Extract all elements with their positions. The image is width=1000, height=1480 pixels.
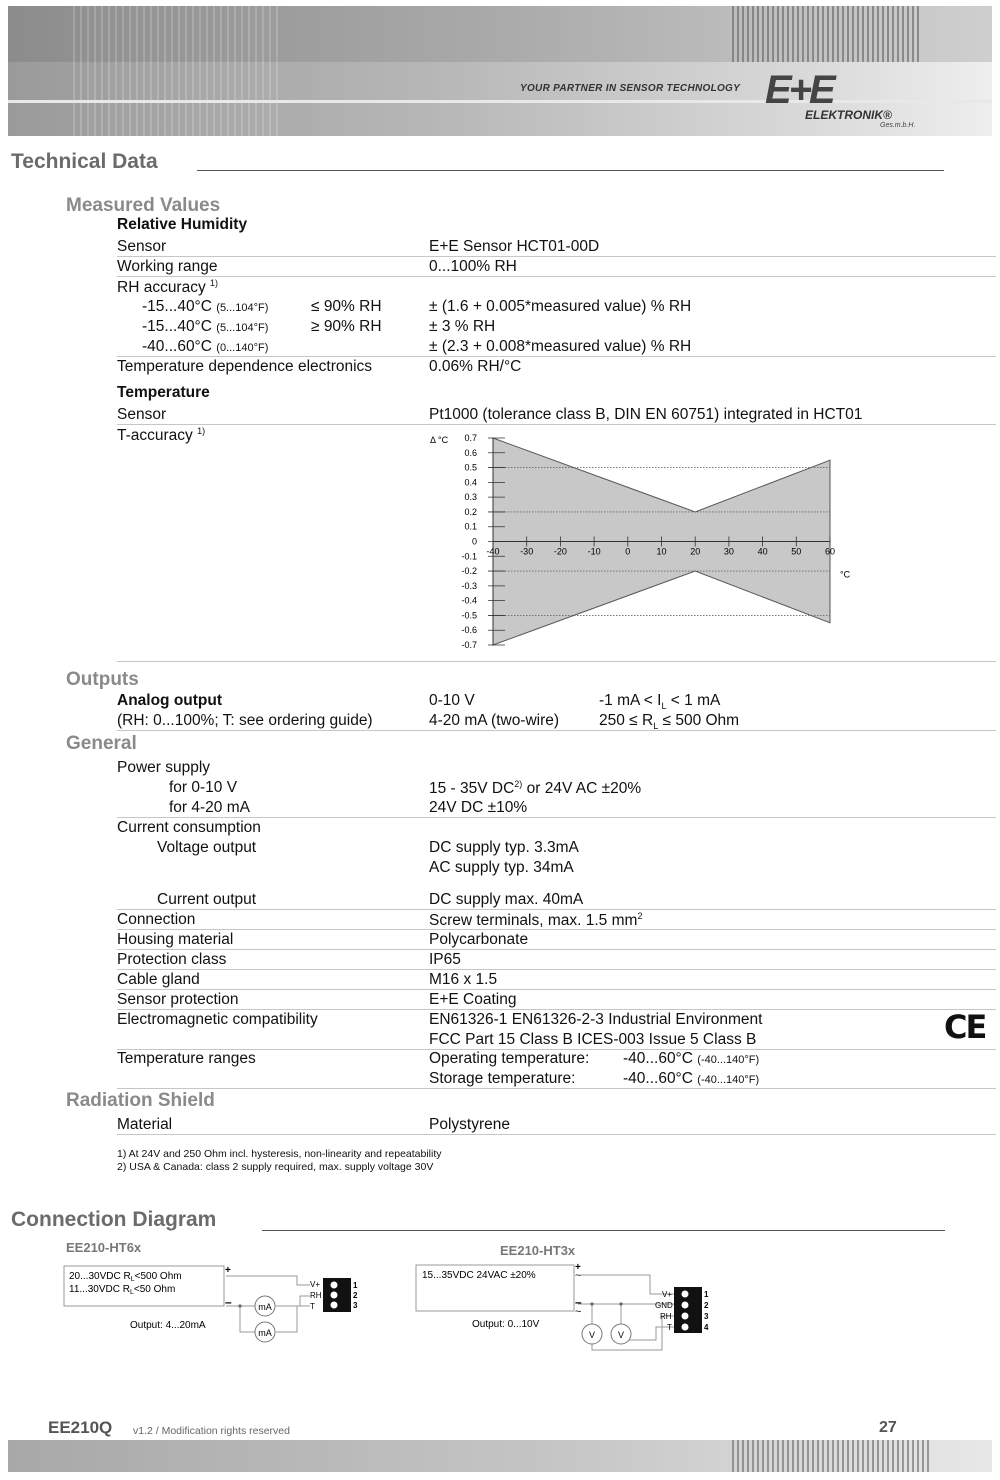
- technical-data-title: Technical Data: [11, 150, 158, 173]
- working-range-row: [117, 257, 996, 277]
- rh-accuracy-row: [117, 277, 996, 297]
- connection-title-rule: [262, 1230, 945, 1231]
- ht3x-pin-4: T: [667, 1323, 672, 1332]
- y-tick-label: -0.3: [461, 580, 477, 591]
- current-output-row: [117, 890, 996, 910]
- acc-condition: ≤ 90% RH: [311, 298, 382, 315]
- connection-label: Connection: [117, 911, 196, 928]
- ht3x-pin-num-4: 4: [704, 1323, 709, 1332]
- supply-010-row: [117, 778, 996, 798]
- power-supply-row: [117, 758, 996, 778]
- footer-model: EE210Q: [48, 1418, 113, 1437]
- temp-sensor-value: Pt1000 (tolerance class B, DIN EN 60751) integrated in HCT01: [429, 406, 863, 423]
- y-tick-label: -0.7: [461, 640, 477, 650]
- rh-sensor-label: Sensor: [117, 238, 167, 255]
- ht3x-pin-3: RH: [660, 1312, 672, 1321]
- temp-sensor-label: Sensor: [117, 406, 167, 423]
- rh-sensor-value: E+E Sensor HCT01-00D: [429, 238, 600, 255]
- gland-row: [117, 970, 996, 990]
- ht6x-pin-num-3: 3: [353, 1301, 358, 1310]
- supply-010-label: for 0-10 V: [169, 779, 238, 796]
- analog-output-row-2: [117, 711, 996, 731]
- y-tick-label: 0.2: [464, 506, 477, 517]
- temp-dep-row: [117, 357, 996, 377]
- housing-label: Housing material: [117, 931, 234, 948]
- x-tick-label: -20: [553, 546, 567, 557]
- rh-sensor-row: [117, 237, 996, 257]
- voltage-output-label: Voltage output: [157, 839, 257, 856]
- ht3x-pin-num-2: 2: [704, 1301, 709, 1310]
- acc-row-3: [117, 337, 996, 357]
- storage-temp-label: Storage temperature:: [429, 1070, 576, 1087]
- ce-mark-icon: CE: [944, 1008, 986, 1046]
- x-tick-label: 50: [791, 546, 802, 557]
- connection-diagram-title: Connection Diagram: [11, 1208, 217, 1231]
- op-temp-value: -40...60°C (-40...140°F): [623, 1050, 760, 1067]
- analog-output-label: Analog output: [117, 692, 223, 709]
- voltage-output-value-2: AC supply typ. 34mA: [429, 859, 574, 876]
- x-tick-label: 10: [656, 546, 667, 557]
- storage-temp-value: -40...60°C (-40...140°F): [623, 1070, 760, 1087]
- y-tick-label: 0.5: [464, 462, 477, 473]
- y-tick-label: 0: [471, 536, 477, 547]
- current-consumption-row: [117, 818, 996, 838]
- ht3x-minus: –: [575, 1295, 582, 1309]
- footnote-2: 2) USA & Canada: class 2 supply required, max. supply voltage 30V: [117, 1161, 434, 1173]
- y-tick-label: -0.2: [461, 566, 477, 577]
- ht6x-pin-2: RH: [310, 1291, 322, 1300]
- footer-band: [8, 1440, 992, 1472]
- x-tick-label: 40: [757, 546, 768, 557]
- ht3x-meter-1: V: [588, 1330, 596, 1340]
- rh-heading-row: [117, 215, 996, 235]
- ht3x-title: EE210-HT3x: [500, 1243, 576, 1258]
- analog-output-sub: (RH: 0...100%; T: see ordering guide): [117, 712, 373, 729]
- title-rule: [197, 170, 944, 171]
- temp-sensor-row: [117, 405, 996, 425]
- supply-420-label: for 4-20 mA: [169, 799, 250, 816]
- t-accuracy-label: T-accuracy $^{1)}$: [117, 426, 206, 445]
- current-output-condition: $250 \le R_L \le 500$ Ohm: [599, 712, 740, 732]
- ht6x-meter-1: mA: [258, 1302, 272, 1312]
- y-tick-label: 0.6: [464, 447, 477, 458]
- rh-heading: Relative Humidity: [117, 216, 248, 233]
- rh-accuracy-footnote: 1): [210, 278, 219, 288]
- material-row: [117, 1115, 996, 1135]
- t-accuracy-chart: [420, 428, 860, 658]
- ht6x-pin-num-2: 2: [353, 1291, 358, 1300]
- ht3x-pin-1: V+: [662, 1290, 673, 1299]
- storage-temp-row: [117, 1069, 996, 1089]
- temp-dep-value: 0.06% RH/°C: [429, 358, 522, 375]
- current-consumption-label: Current consumption: [117, 819, 261, 836]
- ht3x-output-label: Output: 0...10V: [472, 1319, 540, 1330]
- ht6x-wiring-diagram: [60, 1260, 380, 1355]
- radiation-shield-title: Radiation Shield: [66, 1090, 215, 1111]
- x-tick-label: -30: [520, 546, 534, 557]
- housing-row: [117, 930, 996, 950]
- y-tick-label: 0.3: [464, 492, 477, 503]
- material-value: Polystyrene: [429, 1116, 510, 1133]
- measured-values-title: Measured Values: [66, 195, 221, 216]
- emc-label: Electromagnetic compatibility: [117, 1011, 318, 1028]
- chart-bottom-rule: [117, 661, 996, 662]
- y-tick-label: -0.5: [461, 610, 477, 621]
- analog-output-row: [117, 691, 996, 711]
- x-tick-label: 20: [690, 546, 701, 557]
- current-output-type: 4-20 mA (two-wire): [429, 712, 560, 729]
- y-tick-label: -0.6: [461, 625, 477, 636]
- x-tick-label: 0: [625, 546, 631, 557]
- working-range-value: 0...100% RH: [429, 258, 517, 275]
- company-logo: E+E: [765, 68, 833, 112]
- sensor-protection-label: Sensor protection: [117, 991, 239, 1008]
- ht6x-minus: –: [225, 1295, 232, 1309]
- ht6x-pin-num-1: 1: [353, 1281, 358, 1290]
- gland-value: M16 x 1.5: [429, 971, 498, 988]
- acc-value: ± (1.6 + 0.005*measured value) % RH: [429, 298, 692, 315]
- emc-row: [117, 1010, 996, 1030]
- x-tick-label: -10: [587, 546, 601, 557]
- ht6x-output-label: Output: 4...20mA: [130, 1320, 206, 1331]
- emc-value-1: EN61326-1 EN61326-2-3 Industrial Environment: [429, 1011, 763, 1028]
- ht6x-meter-2: mA: [258, 1328, 272, 1338]
- protection-row: [117, 950, 996, 970]
- x-tick-label: -40: [486, 546, 500, 557]
- ht3x-plus: +: [575, 1262, 581, 1273]
- housing-value: Polycarbonate: [429, 931, 529, 948]
- x-tick-label: 60: [824, 546, 836, 557]
- y-tick-label: -0.4: [461, 595, 477, 606]
- gland-label: Cable gland: [117, 971, 200, 988]
- current-output-label: Current output: [157, 891, 257, 908]
- supply-420-row: [117, 798, 996, 818]
- t-accuracy-footnote: 1): [197, 426, 206, 436]
- material-label: Material: [117, 1116, 173, 1133]
- voltage-output-type: 0-10 V: [429, 692, 475, 709]
- supply-420-value: 24V DC ±10%: [429, 799, 528, 816]
- y-tick-label: -0.1: [461, 551, 477, 562]
- ht3x-tilde-1: ~: [575, 1270, 582, 1282]
- voltage-output-row-2: [117, 858, 996, 878]
- acc-condition: ≥ 90% RH: [311, 318, 382, 335]
- rh-accuracy-label: RH accuracy $^{1)}$: [117, 278, 219, 297]
- temp-heading-row: [117, 383, 996, 403]
- voltage-output-row: [117, 838, 996, 858]
- protection-label: Protection class: [117, 951, 227, 968]
- temp-dep-label: Temperature dependence electronics: [117, 358, 373, 375]
- emc-value-2: FCC Part 15 Class B ICES-003 Issue 5 Class B: [429, 1031, 757, 1048]
- protection-value: IP65: [429, 951, 461, 968]
- emc-row-2: [117, 1030, 996, 1050]
- supply-010-value: 15 - 35V DC$^{2)}$ or 24V AC ±20%: [429, 779, 642, 798]
- ht3x-wiring-diagram: [412, 1260, 732, 1370]
- ht6x-supply-2: 11...30VDC $R_L<50$ Ohm: [69, 1284, 176, 1296]
- acc-range: -40...60°C (0...140°F): [142, 338, 269, 355]
- voltage-output-value-1: DC supply typ. 3.3mA: [429, 839, 579, 856]
- acc-value: ± 3 % RH: [429, 318, 496, 335]
- y-axis-label: Δ °C: [430, 435, 449, 445]
- op-temp-label: Operating temperature:: [429, 1050, 590, 1067]
- acc-row-1: [117, 297, 996, 317]
- outputs-title: Outputs: [66, 669, 139, 690]
- acc-row-2: [117, 317, 996, 337]
- ht3x-meter-2: V: [617, 1330, 625, 1340]
- sensor-protection-row: [117, 990, 996, 1010]
- current-output-value: DC supply max. 40mA: [429, 891, 584, 908]
- voltage-output-condition: -1 mA < $I_L < 1$ mA: [599, 692, 721, 712]
- x-tick-label: 30: [723, 546, 734, 557]
- acc-range: -15...40°C (5...104°F): [142, 318, 269, 335]
- connection-value: Screw terminals, max. 1.5 $mm^2$: [429, 911, 643, 930]
- power-supply-label: Power supply: [117, 759, 211, 776]
- x-axis-label: °C: [840, 569, 851, 580]
- sensor-protection-value: E+E Coating: [429, 991, 517, 1008]
- working-range-label: Working range: [117, 258, 218, 275]
- ht3x-pin-num-3: 3: [704, 1312, 709, 1321]
- company-logo-suffix: Ges.m.b.H.: [880, 122, 916, 129]
- ht3x-tilde-2: ~: [575, 1306, 582, 1318]
- connection-row: [117, 910, 996, 930]
- ht3x-pin-num-1: 1: [704, 1290, 709, 1299]
- ht3x-supply: 15...35VDC 24VAC ±20%: [422, 1270, 536, 1281]
- ht6x-title: EE210-HT6x: [66, 1240, 142, 1255]
- ht6x-pin-3: T: [310, 1302, 315, 1311]
- acc-value: ± (2.3 + 0.008*measured value) % RH: [429, 338, 692, 355]
- footer-page-number: 27: [879, 1419, 897, 1436]
- temp-ranges-label: Temperature ranges: [117, 1050, 256, 1067]
- y-tick-label: 0.4: [464, 477, 477, 488]
- footer-version: v1.2 / Modification rights reserved: [133, 1425, 290, 1437]
- temp-ranges-row: [117, 1049, 996, 1069]
- footnote-1: 1) At 24V and 250 Ohm incl. hysteresis, non-linearity and repeatability: [117, 1148, 442, 1160]
- temp-heading: Temperature: [117, 384, 210, 401]
- ht3x-pin-2: GND: [655, 1301, 673, 1310]
- general-title: General: [66, 733, 137, 754]
- company-logo-name: ELEKTRONIK®: [805, 108, 892, 122]
- ht6x-supply-1: 20...30VDC $R_L<500$ Ohm: [69, 1271, 182, 1283]
- y-tick-label: 0.1: [464, 521, 477, 532]
- y-tick-label: 0.7: [464, 433, 477, 443]
- header-slogan: YOUR PARTNER IN SENSOR TECHNOLOGY: [520, 83, 741, 94]
- ht6x-pin-1: V+: [310, 1280, 321, 1289]
- acc-range: -15...40°C (5...104°F): [142, 298, 269, 315]
- ht6x-plus: +: [225, 1265, 231, 1276]
